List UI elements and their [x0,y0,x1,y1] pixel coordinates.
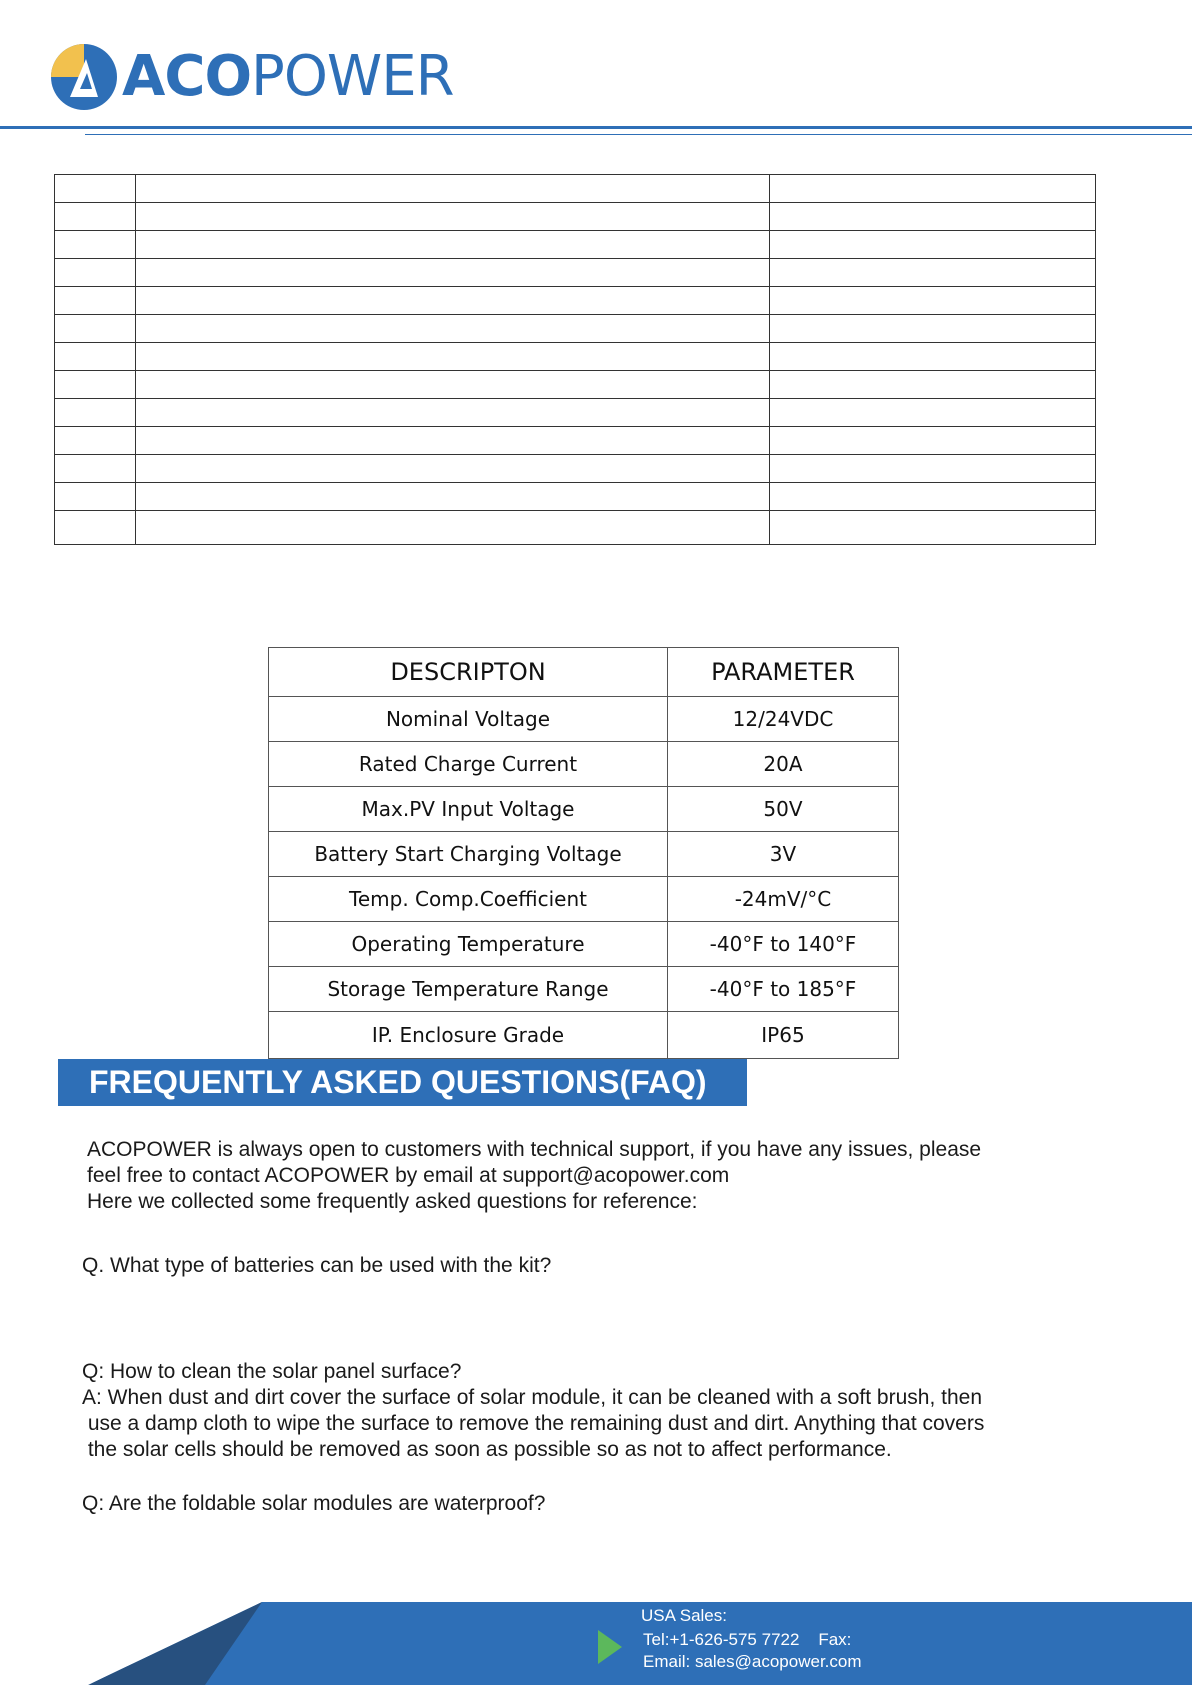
footer-email: Email: sales@acopower.com [643,1652,862,1671]
row-description: Battery Start Charging Voltage [269,832,668,877]
footer [0,1602,1192,1685]
faq-question: Q: How to clean the solar panel surface? [82,1360,462,1383]
table-row [269,697,899,742]
row-value: 12/24VDC [668,697,899,742]
faq-question: Q: Are the foldable solar modules are waterproof? [82,1492,546,1515]
table-row [55,511,1096,545]
faq-intro-line: feel free to contact ACOPOWER by email at support@acopower.com [87,1164,730,1187]
table-row [55,231,1096,259]
row-description: Rated Charge Current [269,742,668,787]
table-row [55,343,1096,371]
row-value: -40°F to 140°F [668,922,899,967]
logo-wordmark-bold: ACO [122,44,252,109]
faq-intro-line: Here we collected some frequently asked questions for reference: [87,1190,698,1213]
header-description: DESCRIPTON [269,648,668,697]
faq-intro-line: ACOPOWER is always open to customers with technical support, if you have any issues, please [87,1138,982,1161]
table-row [269,787,899,832]
footer-sales-label: USA Sales: [641,1606,727,1625]
table-row [55,175,1096,203]
row-value: 20A [668,742,899,787]
row-value: -40°F to 185°F [668,967,899,1012]
row-value: IP65 [668,1012,899,1059]
table-row [55,203,1096,231]
row-description: IP. Enclosure Grade [269,1012,668,1059]
blank-spec-table [54,174,1096,545]
play-icon [598,1630,622,1664]
row-description: Max.PV Input Voltage [269,787,668,832]
row-description: Operating Temperature [269,922,668,967]
row-value: -24mV/°C [668,877,899,922]
faq-question: Q. What type of batteries can be used with the kit? [82,1254,552,1277]
table-row [269,1012,899,1059]
table-row [55,483,1096,511]
table-row [55,399,1096,427]
row-value: 50V [668,787,899,832]
faq-answer-line: A: When dust and dirt cover the surface of solar module, it can be cleaned with a soft brush, then [82,1386,982,1409]
faq-answer-line: the solar cells should be removed as soon as possible so as not to affect performance. [82,1438,892,1461]
table-row [269,967,899,1012]
row-description: Temp. Comp.Coefficient [269,877,668,922]
table-header-row [269,648,899,697]
logo-wordmark [122,44,454,109]
table-row [269,832,899,877]
row-value: 3V [668,832,899,877]
header-rule [0,126,1192,129]
header-rule-thin [85,134,1192,135]
brand-logo [50,42,454,112]
footer-tel: Tel:+1-626-575 7722 Fax: [643,1630,852,1649]
row-description: Nominal Voltage [269,697,668,742]
logo-wordmark-thin: POWER [251,44,454,109]
parameter-table [268,647,899,1059]
table-row [55,259,1096,287]
table-row [55,371,1096,399]
table-row [269,922,899,967]
table-row [269,877,899,922]
row-description: Storage Temperature Range [269,967,668,1012]
table-row [55,287,1096,315]
table-row [269,742,899,787]
logo-mark-icon [50,43,118,111]
header-parameter: PARAMETER [668,648,899,697]
table-row [55,455,1096,483]
table-row [55,427,1096,455]
faq-heading: FREQUENTLY ASKED QUESTIONS(FAQ) [58,1059,747,1106]
footer-banner-shape [0,1602,1192,1685]
faq-answer-line: use a damp cloth to wipe the surface to remove the remaining dust and dirt. Anything that covers [82,1412,985,1435]
table-row [55,315,1096,343]
